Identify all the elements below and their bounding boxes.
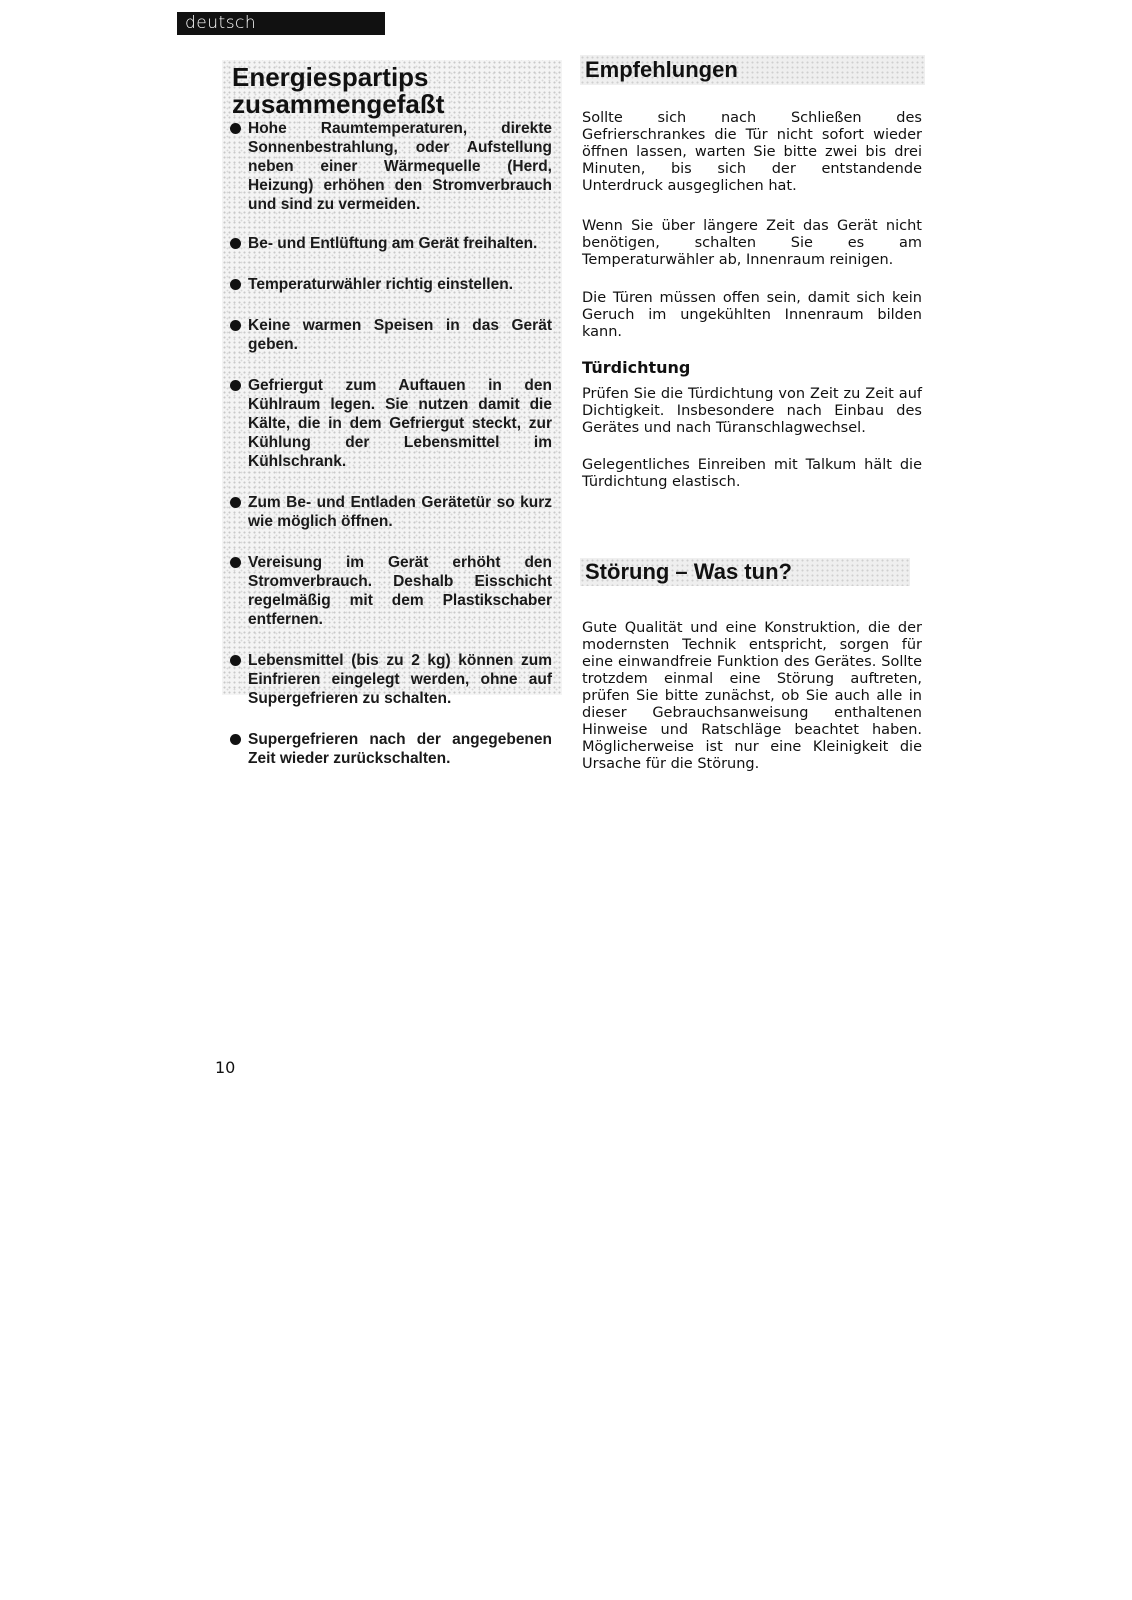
bullet-icon [230, 734, 241, 745]
tip-item [230, 553, 552, 629]
tip-item [230, 275, 552, 294]
tip-text: Gefriergut zum Auftauen in den Kühlraum legen. Sie nutzen damit die Kälte, die in dem Gefriergut steckt, zur Kühlung der Lebensmittel im Kühlschrank. [248, 377, 552, 470]
door-seal-title: Türdichtung [582, 358, 691, 377]
bullet-icon [230, 557, 241, 568]
bullet-icon [230, 655, 241, 666]
tip-item [230, 651, 552, 708]
tip-item [230, 493, 552, 531]
tip-text: Keine warmen Speisen in das Gerät geben. [248, 317, 552, 353]
bullet-icon [230, 497, 241, 508]
malfunction-title: Störung – Was tun? [585, 559, 792, 584]
bullet-icon [230, 320, 241, 331]
tip-item [230, 234, 552, 253]
language-tab: deutsch [177, 12, 385, 35]
tip-item [230, 376, 552, 471]
tip-item [230, 730, 552, 768]
energy-tips-list [230, 119, 552, 768]
tip-text: Zum Be- und Entladen Gerätetür so kurz wie möglich öffnen. [248, 494, 552, 530]
door-seal-paragraph-1: Prüfen Sie die Türdichtung von Zeit zu Zeit auf Dichtigkeit. Insbesondere nach Einbau des Gerätes und nach Türanschlagwechsel. [582, 386, 922, 436]
recommendations-paragraph-3: Die Türen müssen offen sein, damit sich kein Geruch im ungekühlten Innenraum bilden kann. [582, 290, 922, 340]
tip-text: Temperaturwähler richtig einstellen. [248, 276, 514, 293]
tip-text: Be- und Entlüftung am Gerät freihalten. [248, 235, 538, 252]
tip-text: Supergefrieren nach der angegebenen Zeit wieder zurückschalten. [248, 731, 552, 767]
energy-tips-title-line1: Energiespartips [232, 62, 429, 92]
bullet-icon [230, 380, 241, 391]
bullet-icon [230, 279, 241, 290]
bullet-icon [230, 238, 241, 249]
recommendations-paragraph-2: Wenn Sie über längere Zeit das Gerät nicht benötigen, schalten Sie es am Temperaturwähler ab, Innenraum reinigen. [582, 218, 922, 268]
tip-item [230, 316, 552, 354]
tip-item [230, 119, 552, 214]
tip-text: Hohe Raumtemperaturen, direkte Sonnenbestrahlung, oder Aufstellung neben einer Wärmequelle (Herd, Heizung) erhöhen den Stromverbrauch und sind zu vermeiden. [248, 120, 552, 213]
door-seal-paragraph-2: Gelegentliches Einreiben mit Talkum hält die Türdichtung elastisch. [582, 457, 922, 490]
malfunction-paragraph: Gute Qualität und eine Konstruktion, die der modernsten Technik entspricht, sorgen für eine einwandfreie Funktion des Gerätes. Sollte trotzdem einmal eine Störung auftreten, prüfen Sie bitte zunächst, ob Sie auch alle in dieser Gebrauchsanweisung enthaltenen Hinweise und Ratschläge beachtet haben. Möglicherweise ist nur eine Kleinigkeit die Ursache für die Störung. [582, 620, 922, 772]
tip-text: Lebensmittel (bis zu 2 kg) können zum Einfrieren eingelegt werden, ohne auf Supergefrieren zu schalten. [248, 652, 552, 707]
energy-tips-title [232, 64, 552, 118]
recommendations-paragraph-1: Sollte sich nach Schließen des Gefrierschrankes die Tür nicht sofort wieder öffnen lassen, warten Sie bitte zwei bis drei Minuten, bis sich der entstandende Unterdruck ausgeglichen hat. [582, 110, 922, 194]
energy-tips-title-line2: zusammengefaßt [232, 89, 445, 119]
recommendations-title: Empfehlungen [585, 57, 738, 82]
tip-text: Vereisung im Gerät erhöht den Stromverbrauch. Deshalb Eisschicht regelmäßig mit dem Plastikschaber entfernen. [248, 554, 552, 628]
page-number: 10 [215, 1058, 236, 1077]
bullet-icon [230, 123, 241, 134]
